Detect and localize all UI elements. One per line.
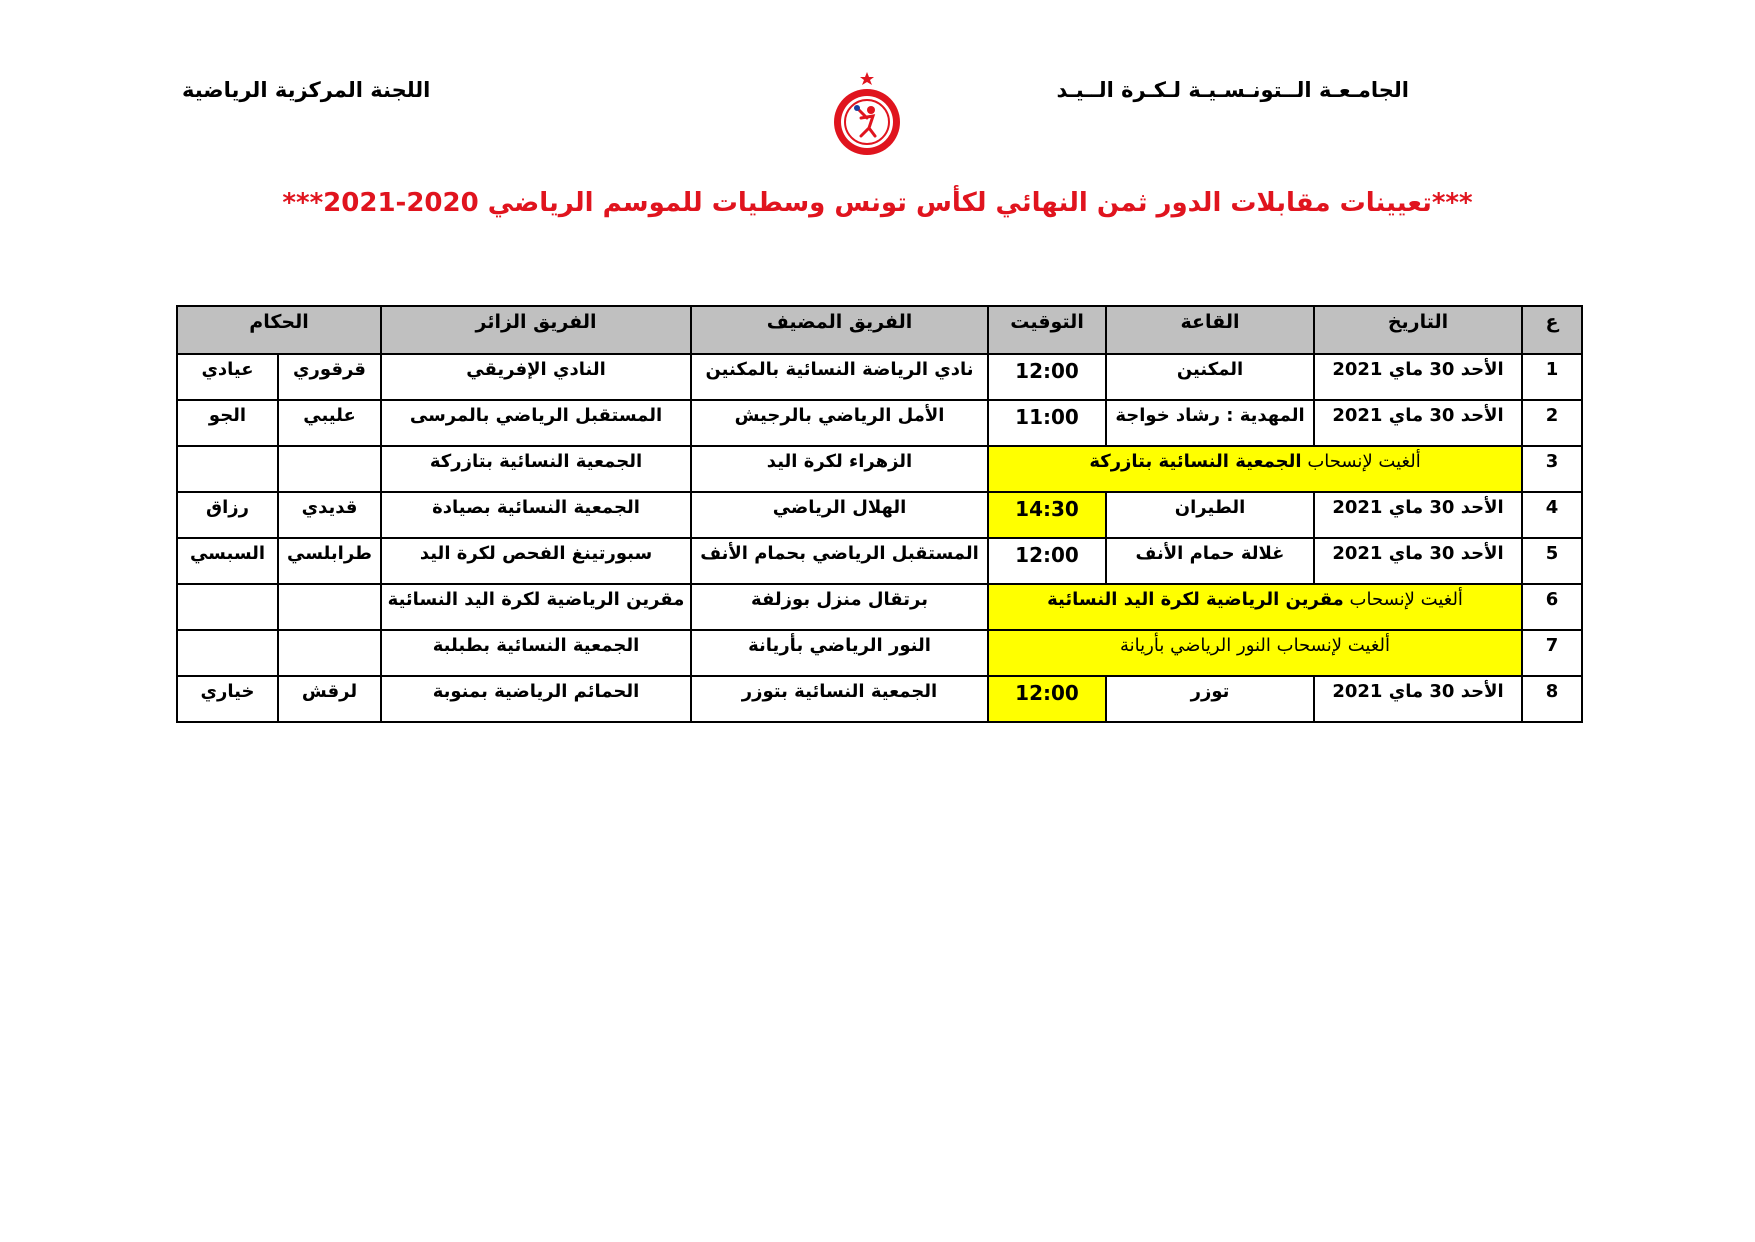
row-referee-2: عيادي: [177, 354, 278, 400]
cancel-prefix: ألغيت لإنسحاب: [1349, 589, 1463, 610]
row-away: مقرين الرياضية لكرة اليد النسائية: [381, 584, 691, 630]
row-home: النور الرياضي بأريانة: [691, 630, 988, 676]
row-referee-1: طرابلسي: [278, 538, 381, 584]
row-referee-2: السبسي: [177, 538, 278, 584]
row-venue: غلالة حمام الأنف: [1106, 538, 1314, 584]
row-cancelled-notice: ألغيت لإنسحاب النور الرياضي بأريانة: [988, 630, 1522, 676]
row-num: 3: [1522, 446, 1582, 492]
row-date: الأحد 30 ماي 2021: [1314, 538, 1522, 584]
row-referee-2: رزاق: [177, 492, 278, 538]
row-away: الجمعية النسائية بطبلبة: [381, 630, 691, 676]
row-venue: المهدية : رشاد خواجة: [1106, 400, 1314, 446]
table-row: [177, 492, 1582, 538]
row-referee-1: عليبي: [278, 400, 381, 446]
row-referee-1: قديدي: [278, 492, 381, 538]
table-row: [177, 676, 1582, 722]
committee-name: اللجنة المركزية الرياضية: [182, 78, 431, 102]
header-away: الفريق الزائر: [381, 306, 691, 354]
schedule-table: [176, 305, 1583, 723]
row-date: الأحد 30 ماي 2021: [1314, 676, 1522, 722]
row-time: 14:30: [988, 492, 1106, 538]
table-row: [177, 446, 1582, 492]
table-row: [177, 630, 1582, 676]
row-away: النادي الإفريقي: [381, 354, 691, 400]
row-venue: الطيران: [1106, 492, 1314, 538]
row-home: نادي الرياضة النسائية بالمكنين: [691, 354, 988, 400]
row-cancelled-notice: [988, 446, 1522, 492]
row-referee-1: قرقوري: [278, 354, 381, 400]
header-venue: القاعة: [1106, 306, 1314, 354]
row-num: 6: [1522, 584, 1582, 630]
row-home: المستقبل الرياضي بحمام الأنف: [691, 538, 988, 584]
row-date: الأحد 30 ماي 2021: [1314, 400, 1522, 446]
row-referee-2: [177, 630, 278, 676]
row-referee-2: خياري: [177, 676, 278, 722]
row-cancelled-notice: [988, 584, 1522, 630]
table-row: [177, 354, 1582, 400]
row-home: الجمعية النسائية بتوزر: [691, 676, 988, 722]
header-home: الفريق المضيف: [691, 306, 988, 354]
table-row: [177, 400, 1582, 446]
header-time: التوقيت: [988, 306, 1106, 354]
row-away: الجمعية النسائية بصيادة: [381, 492, 691, 538]
row-num: 1: [1522, 354, 1582, 400]
row-num: 7: [1522, 630, 1582, 676]
row-referee-1: [278, 584, 381, 630]
row-referee-1: [278, 630, 381, 676]
row-away: سبورتينغ الفحص لكرة اليد: [381, 538, 691, 584]
row-venue: توزر: [1106, 676, 1314, 722]
row-time: 12:00: [988, 676, 1106, 722]
table-row: [177, 538, 1582, 584]
header-referees: الحكام: [177, 306, 381, 354]
row-time: 12:00: [988, 354, 1106, 400]
row-home: الزهراء لكرة اليد: [691, 446, 988, 492]
cancel-team: مقرين الرياضية لكرة اليد النسائية: [1047, 589, 1344, 610]
cancel-prefix: ألغيت لإنسحاب: [1307, 451, 1421, 472]
row-date: الأحد 30 ماي 2021: [1314, 354, 1522, 400]
row-num: 2: [1522, 400, 1582, 446]
row-venue: المكنين: [1106, 354, 1314, 400]
row-home: الأمل الرياضي بالرجيش: [691, 400, 988, 446]
row-away: الحمائم الرياضية بمنوبة: [381, 676, 691, 722]
table-header-row: [177, 306, 1582, 354]
row-referee-2: [177, 584, 278, 630]
row-time: 11:00: [988, 400, 1106, 446]
row-referee-1: لرقش: [278, 676, 381, 722]
federation-name: الجامـعـة الــتونـسـيـة لـكـرة الــيـد: [1056, 78, 1409, 102]
row-away: المستقبل الرياضي بالمرسى: [381, 400, 691, 446]
row-num: 4: [1522, 492, 1582, 538]
row-referee-1: [278, 446, 381, 492]
row-away: الجمعية النسائية بتازركة: [381, 446, 691, 492]
page-title: ***تعيينات مقابلات الدور ثمن النهائي لكأس تونس وسطيات للموسم الرياضي 2020-2021***: [282, 188, 1473, 218]
header-num: ع: [1522, 306, 1582, 354]
table-row: [177, 584, 1582, 630]
row-referee-2: [177, 446, 278, 492]
row-home: الهلال الرياضي: [691, 492, 988, 538]
row-referee-2: الجو: [177, 400, 278, 446]
row-time: 12:00: [988, 538, 1106, 584]
header-date: التاريخ: [1314, 306, 1522, 354]
row-num: 5: [1522, 538, 1582, 584]
cancel-team: الجمعية النسائية بتازركة: [1089, 451, 1302, 472]
row-home: برتقال منزل بوزلفة: [691, 584, 988, 630]
row-num: 8: [1522, 676, 1582, 722]
federation-logo: [831, 70, 903, 160]
row-date: الأحد 30 ماي 2021: [1314, 492, 1522, 538]
